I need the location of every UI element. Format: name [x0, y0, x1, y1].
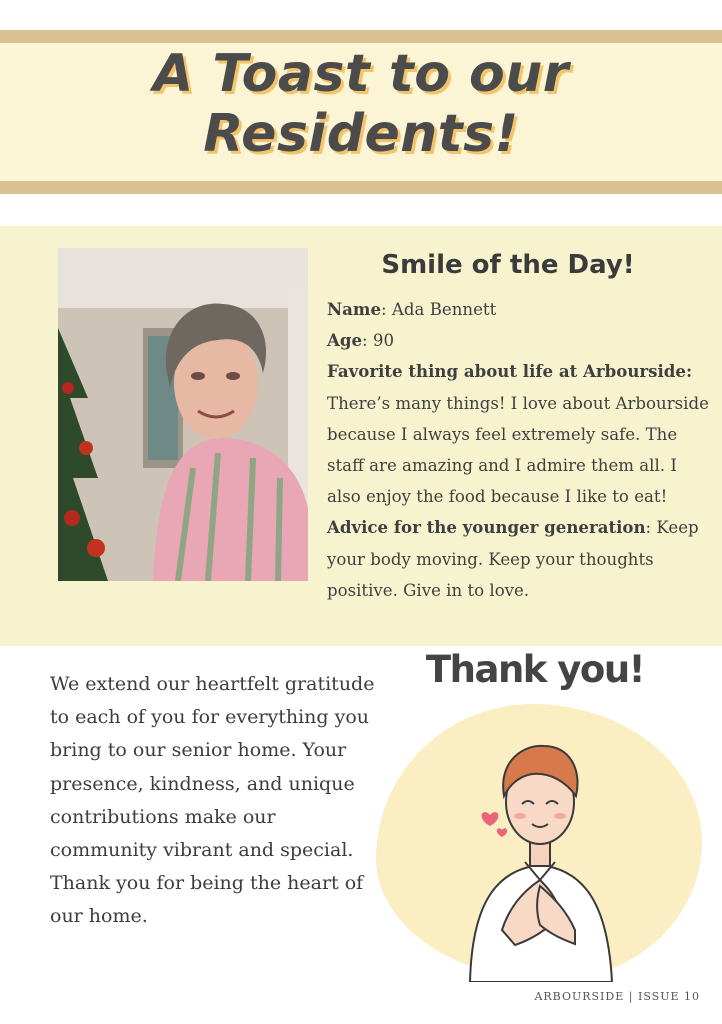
smile-of-the-day-heading: Smile of the Day! — [381, 250, 635, 280]
favorite-value: There’s many things! I love about Arbourside because I always feel extremely safe. The staff are amazing and I admire them all. I also enjoy the food because I like to eat! — [327, 393, 709, 507]
resident-details — [327, 294, 712, 606]
favorite-label: Favorite thing about life at Arbourside: — [327, 361, 693, 382]
footer-issue: ISSUE 10 — [637, 990, 700, 1003]
thank-you-heading: Thank you! — [425, 648, 645, 691]
footer — [420, 990, 700, 1003]
age-label: Age — [327, 330, 363, 351]
gratitude-paragraph: We extend our heartfelt gratitude to each of you for everything you bring to our senior home. Your presence, kindness, and unique contributions make our community vibrant and special. Thank you for being the heart of our home. — [50, 673, 375, 928]
resident-photo — [58, 248, 308, 581]
age-row: Age: 90 — [327, 330, 395, 351]
advice-value: Keep your body moving. Keep your thoughts positive. Give in to love. — [327, 518, 699, 600]
advice-row: Advice for the younger generation: Keep your body moving. Keep your thoughts positive. Give in to love. — [327, 517, 699, 600]
footer-brand: ARBOURSIDE — [534, 990, 625, 1003]
footer-separator: | — [624, 990, 638, 1003]
title-line-2: Residents! — [203, 104, 519, 164]
page-title — [0, 44, 722, 164]
age-value: 90 — [372, 331, 395, 351]
advice-label: Advice for the younger generation — [327, 517, 646, 538]
name-row: Name: Ada Bennett — [327, 299, 497, 319]
name-label: Name — [327, 299, 382, 319]
title-line-1: A Toast to our — [153, 44, 569, 104]
grateful-man-illustration — [440, 730, 640, 982]
name-value: Ada Bennett — [391, 300, 497, 319]
